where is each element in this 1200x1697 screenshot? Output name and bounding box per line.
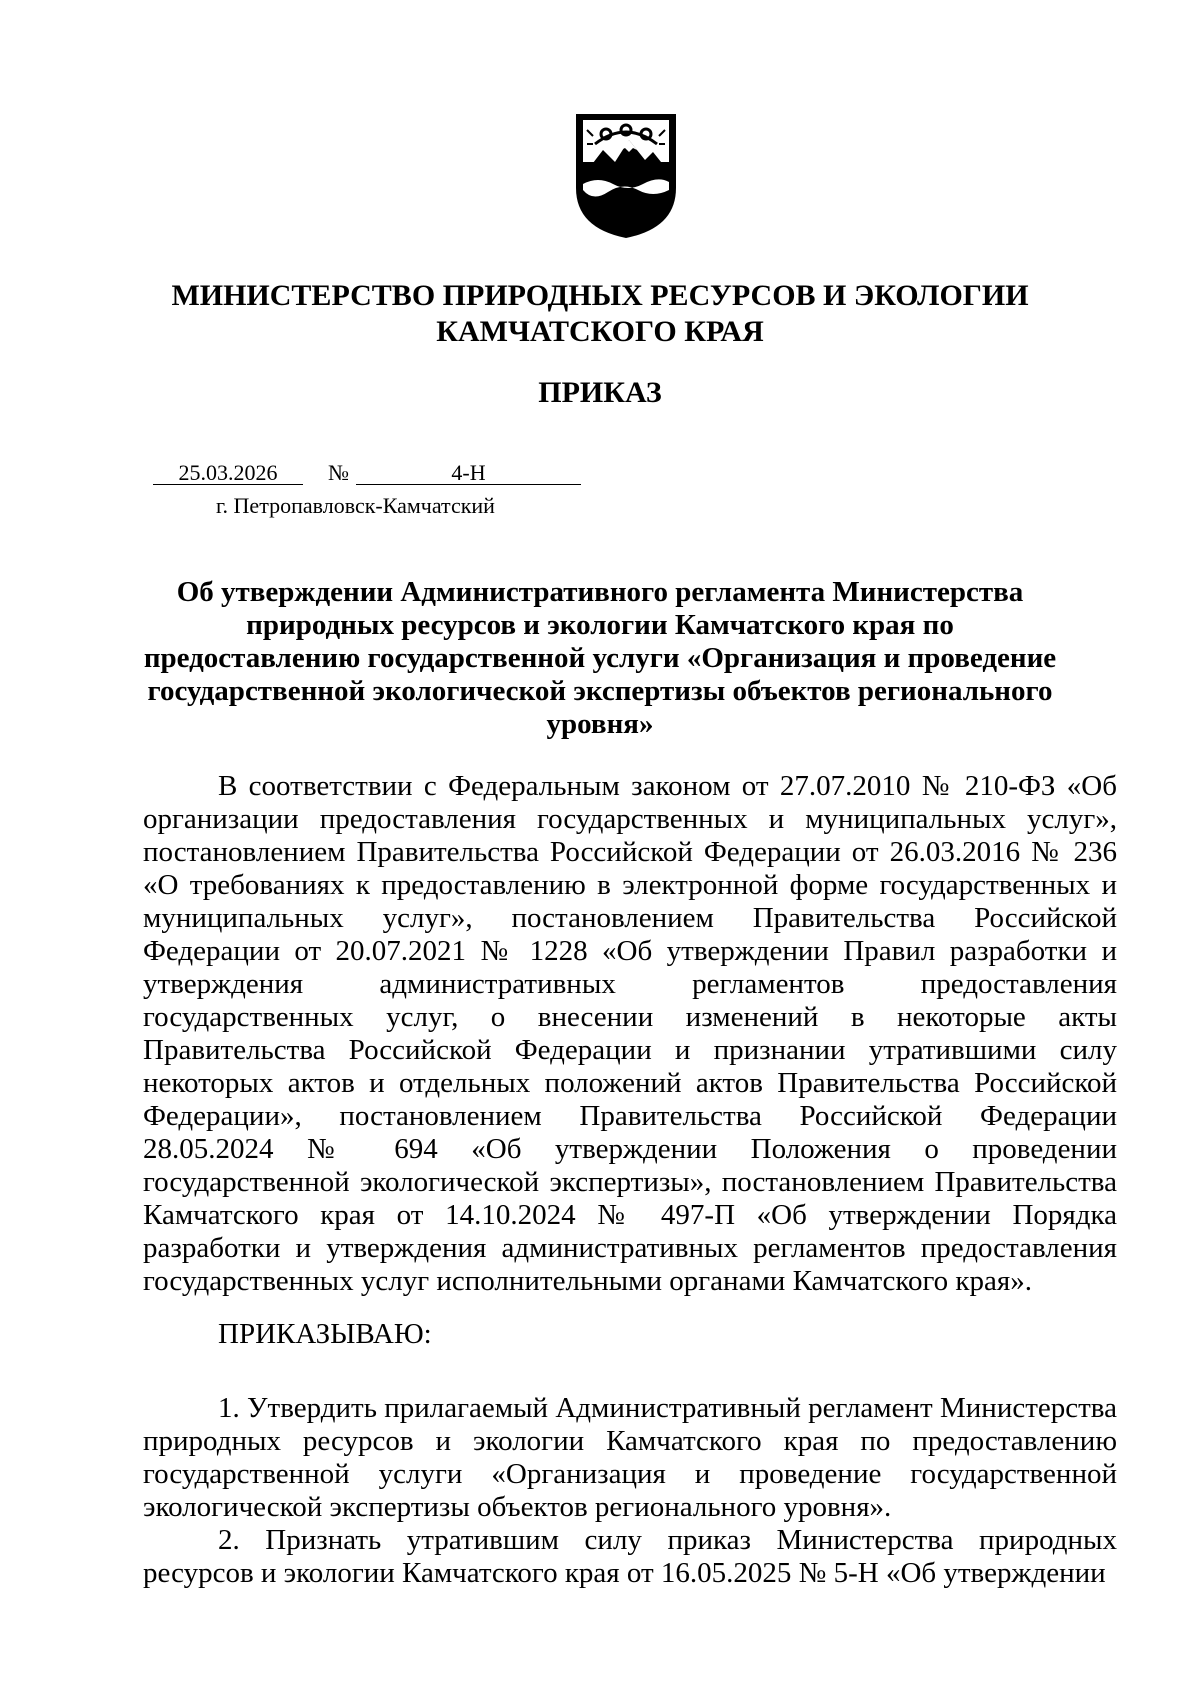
- document-number: 4-Н: [356, 462, 581, 485]
- document-title: Об утверждении Административного регламента Министерства природных ресурсов и экологии Камчатского края по предоставлению государственной услуги «Организация и проведение государственной экологической экспертизы объектов регионального уровня»: [143, 576, 1057, 740]
- item-2-paragraph: 2. Признать утратившим силу приказ Министерства природных ресурсов и экологии Камчатского края от 16.05.2025 № 5-Н «Об утверждении: [143, 1524, 1117, 1589]
- item-1-paragraph: 1. Утвердить прилагаемый Административный регламент Министерства природных ресурсов и экологии Камчатского края по предоставлению государственной услуги «Организация и проведение государственной экологической экспертизы объектов регионального уровня».: [143, 1392, 1117, 1523]
- document-date: 25.03.2026: [153, 462, 303, 485]
- preamble-paragraph: В соответствии с Федеральным законом от 27.07.2010 № 210-ФЗ «Об организации предоставления государственных и муниципальных услуг», постановлением Правительства Российской Федерации от 26.03.2016 № 236 «О требованиях к предоставлению в электронной форме государственных и муниципальных услуг», постановлением Правительства Российской Федерации от 20.07.2021 № 1228 «Об утверждении Правил разработки и утверждения административных регламентов предоставления государственных услуг, о внесении изменений в некоторые акты Правительства Российской Федерации и признании утратившими силу некоторых актов и отдельных положений актов Правительства Российской Федерации», постановлением Правительства Российской Федерации 28.05.2024 № 694 «Об утверждении Положения о проведении государственной экологической экспертизы», постановлением Правительства Камчатского края от 14.10.2024 № 497-П «Об утверждении Порядка разработки и утверждения административных регламентов предоставления государственных услуг исполнительными органами Камчатского края».: [143, 770, 1117, 1297]
- city-name: г. Петропавловск-Камчатский: [216, 493, 495, 518]
- coat-of-arms-icon: [573, 110, 679, 240]
- order-word: ПРИКАЗЫВАЮ:: [218, 1318, 432, 1350]
- organization-line-2: КАМЧАТСКОГО КРАЯ: [436, 315, 764, 348]
- number-label: №: [328, 460, 349, 485]
- organization-name: [0, 278, 1200, 350]
- organization-line-1: МИНИСТЕРСТВО ПРИРОДНЫХ РЕСУРСОВ И ЭКОЛОГИИ: [171, 279, 1029, 312]
- document-type: ПРИКАЗ: [538, 376, 662, 409]
